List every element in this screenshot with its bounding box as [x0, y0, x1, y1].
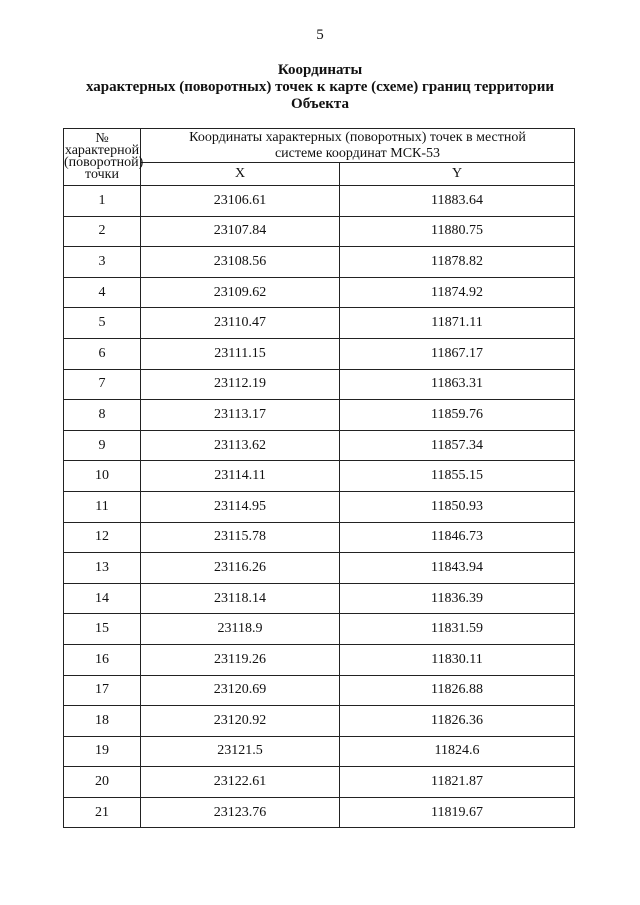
x-coordinate-cell: 23121.5 — [141, 736, 340, 767]
table-body — [64, 186, 575, 828]
y-coordinate-cell: 11831.59 — [340, 614, 575, 645]
x-coordinate-cell: 23115.78 — [141, 522, 340, 553]
x-coordinate-cell: 23118.9 — [141, 614, 340, 645]
y-coordinate-cell: 11857.34 — [340, 430, 575, 461]
table-row — [64, 277, 575, 308]
x-coordinate-cell: 23113.17 — [141, 400, 340, 431]
y-coordinate-cell: 11843.94 — [340, 553, 575, 584]
y-coordinate-cell: 11819.67 — [340, 797, 575, 828]
point-number-cell: 21 — [64, 797, 141, 828]
point-number-cell: 7 — [64, 369, 141, 400]
point-number-cell: 3 — [64, 247, 141, 278]
table-header-row — [64, 129, 575, 163]
x-column-header: X — [141, 163, 340, 186]
point-number-cell: 4 — [64, 277, 141, 308]
point-number-cell: 16 — [64, 644, 141, 675]
x-coordinate-cell: 23110.47 — [141, 308, 340, 339]
x-coordinate-cell: 23119.26 — [141, 644, 340, 675]
y-coordinate-cell: 11863.31 — [340, 369, 575, 400]
table-row — [64, 583, 575, 614]
table-row — [64, 644, 575, 675]
y-coordinate-cell: 11826.88 — [340, 675, 575, 706]
x-coordinate-cell: 23114.95 — [141, 491, 340, 522]
table-row — [64, 430, 575, 461]
y-column-header: Y — [340, 163, 575, 186]
coordinates-group-header-line: Координаты характерных (поворотных) точек в местной — [189, 129, 526, 145]
point-number-cell: 10 — [64, 461, 141, 492]
point-number-cell: 6 — [64, 338, 141, 369]
y-coordinate-cell: 11830.11 — [340, 644, 575, 675]
y-coordinate-cell: 11871.11 — [340, 308, 575, 339]
y-coordinate-cell: 11859.76 — [340, 400, 575, 431]
table-row — [64, 369, 575, 400]
y-coordinate-cell: 11846.73 — [340, 522, 575, 553]
x-coordinate-cell: 23116.26 — [141, 553, 340, 584]
document-title — [0, 62, 640, 113]
coordinates-group-header — [141, 129, 575, 163]
table-row — [64, 461, 575, 492]
point-number-cell: 1 — [64, 186, 141, 217]
x-coordinate-cell: 23112.19 — [141, 369, 340, 400]
table-row — [64, 736, 575, 767]
y-coordinate-cell: 11826.36 — [340, 706, 575, 737]
table-row — [64, 706, 575, 737]
point-number-cell: 18 — [64, 706, 141, 737]
coordinates-group-header-line: системе координат МСК-53 — [274, 145, 441, 161]
table-row — [64, 767, 575, 798]
y-coordinate-cell: 11850.93 — [340, 491, 575, 522]
point-number-cell: 17 — [64, 675, 141, 706]
table-row — [64, 400, 575, 431]
y-coordinate-cell: 11880.75 — [340, 216, 575, 247]
point-number-cell: 19 — [64, 736, 141, 767]
point-number-header-line: № — [95, 131, 109, 146]
point-number-cell: 13 — [64, 553, 141, 584]
table-row — [64, 491, 575, 522]
x-coordinate-cell: 23107.84 — [141, 216, 340, 247]
x-coordinate-cell: 23109.62 — [141, 277, 340, 308]
point-number-cell: 8 — [64, 400, 141, 431]
point-number-cell: 14 — [64, 583, 141, 614]
point-number-cell: 11 — [64, 491, 141, 522]
table-row — [64, 553, 575, 584]
table-row — [64, 675, 575, 706]
x-coordinate-cell: 23111.15 — [141, 338, 340, 369]
point-number-header — [64, 129, 144, 186]
x-coordinate-cell: 23108.56 — [141, 247, 340, 278]
point-number-cell: 15 — [64, 614, 141, 645]
x-coordinate-cell: 23123.76 — [141, 797, 340, 828]
page-number: 5 — [316, 27, 324, 43]
point-number-header-line: (поворотной) — [64, 155, 144, 170]
table-row — [64, 797, 575, 828]
x-coordinate-cell: 23118.14 — [141, 583, 340, 614]
table-row — [64, 614, 575, 645]
point-number-header-line: характерной — [64, 143, 140, 158]
table-row — [64, 186, 575, 217]
y-coordinate-cell: 11867.17 — [340, 338, 575, 369]
title-line-2: характерных (поворотных) точек к карте (схеме) границ территории — [86, 79, 554, 95]
point-number-cell: 12 — [64, 522, 141, 553]
y-coordinate-cell: 11855.15 — [340, 461, 575, 492]
x-coordinate-cell: 23120.92 — [141, 706, 340, 737]
x-coordinate-cell: 23120.69 — [141, 675, 340, 706]
table-row — [64, 247, 575, 278]
point-number-cell: 9 — [64, 430, 141, 461]
point-number-cell: 5 — [64, 308, 141, 339]
point-number-cell: 2 — [64, 216, 141, 247]
point-number-cell: 20 — [64, 767, 141, 798]
table-row — [64, 308, 575, 339]
coordinates-table — [63, 128, 575, 828]
table-row — [64, 338, 575, 369]
table-row — [64, 216, 575, 247]
x-coordinate-cell: 23106.61 — [141, 186, 340, 217]
title-line-1: Координаты — [277, 62, 363, 78]
y-coordinate-cell: 11824.6 — [340, 736, 575, 767]
table-row — [64, 522, 575, 553]
y-coordinate-cell: 11878.82 — [340, 247, 575, 278]
title-line-3: Объекта — [291, 96, 349, 112]
x-coordinate-cell: 23122.61 — [141, 767, 340, 798]
y-coordinate-cell: 11836.39 — [340, 583, 575, 614]
y-coordinate-cell: 11883.64 — [340, 186, 575, 217]
y-coordinate-cell: 11874.92 — [340, 277, 575, 308]
x-coordinate-cell: 23113.62 — [141, 430, 340, 461]
y-coordinate-cell: 11821.87 — [340, 767, 575, 798]
point-number-header-line: точки — [85, 167, 119, 182]
x-coordinate-cell: 23114.11 — [141, 461, 340, 492]
